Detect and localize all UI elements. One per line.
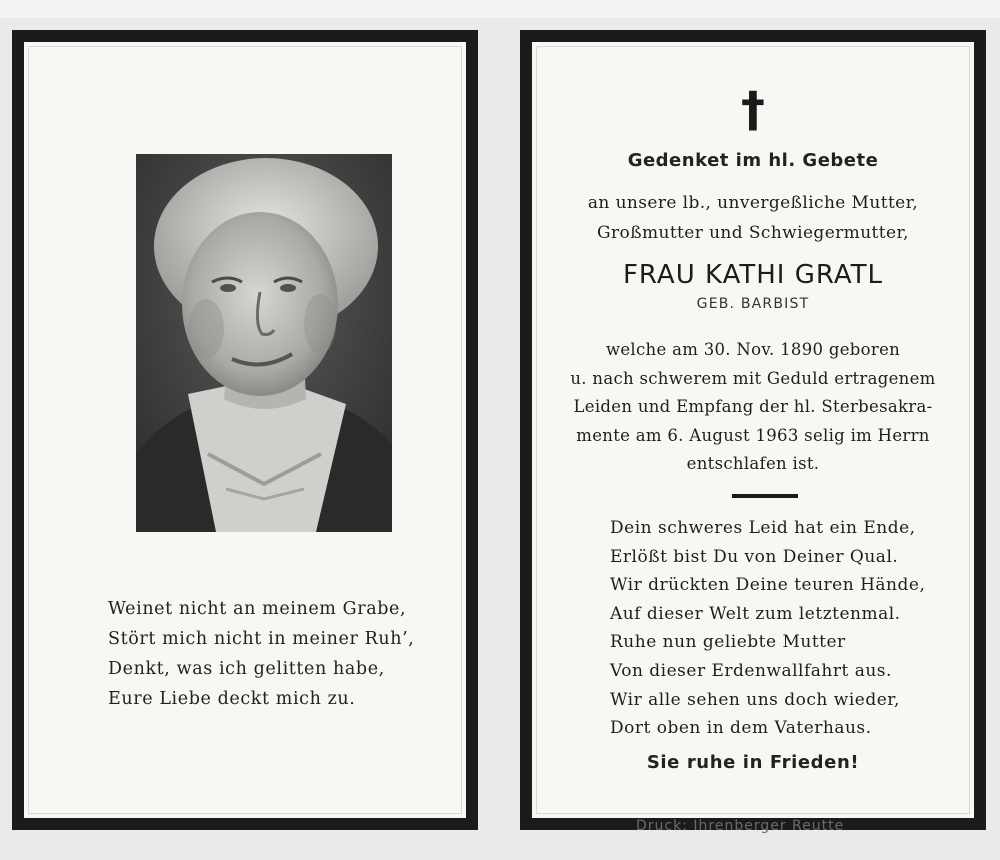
poem-line: Eure Liebe deckt mich zu. xyxy=(108,689,356,709)
intro-line: Großmutter und Schwiegermutter, xyxy=(597,223,909,243)
poem-line: Denkt, was ich gelitten habe, xyxy=(108,659,385,679)
poem-line: Weinet nicht an meinem Grabe, xyxy=(108,599,407,619)
memorial-card-left xyxy=(12,30,478,830)
poem-line: Von dieser Erdenwallfahrt aus. xyxy=(610,660,892,681)
bio-line: u. nach schwerem mit Geduld ertragenem xyxy=(570,368,936,388)
poem-line: Wir alle sehen uns doch wieder, xyxy=(610,689,900,710)
intro-line: an unsere lb., unvergeßliche Mutter, xyxy=(587,193,919,213)
card-heading: Gedenket im hl. Gebete xyxy=(627,150,879,171)
deceased-name: FRAU KATHI GRATL xyxy=(622,260,884,290)
poem-line: Stört mich nicht in meiner Ruh’, xyxy=(108,629,415,649)
portrait-photo xyxy=(136,154,392,532)
left-poem xyxy=(108,594,414,714)
portrait-illustration xyxy=(136,154,392,532)
scan-background xyxy=(0,0,1000,18)
divider xyxy=(732,494,798,498)
poem-line: Dein schweres Leid hat ein Ende, xyxy=(610,518,916,538)
poem-line: Wir drückten Deine teuren Hände, xyxy=(610,575,926,596)
poem-line: Erlößt bist Du von Deiner Qual. xyxy=(610,546,899,567)
memorial-card-right xyxy=(520,30,986,830)
bio-line: Leiden und Empfang der hl. Sterbesakra- xyxy=(573,397,933,416)
biography-text xyxy=(532,336,974,479)
poem-line: Auf dieser Welt zum letztenmal. xyxy=(610,603,901,624)
poem-line: Ruhe nun geliebte Mutter xyxy=(610,632,846,653)
birth-name: GEB. BARBIST xyxy=(696,296,810,312)
cross-icon: † xyxy=(741,82,765,138)
bio-line: welche am 30. Nov. 1890 geboren xyxy=(605,340,901,359)
intro-text xyxy=(532,188,974,248)
bio-line: mente am 6. August 1963 selig im Herrn xyxy=(576,425,930,445)
printer-imprint: Druck: Ihrenberger Reutte xyxy=(636,818,845,834)
right-poem xyxy=(610,514,925,743)
closing-line: Sie ruhe in Frieden! xyxy=(646,752,860,773)
bio-line: entschlafen ist. xyxy=(686,454,820,473)
poem-line: Dort oben in dem Vaterhaus. xyxy=(610,718,872,739)
